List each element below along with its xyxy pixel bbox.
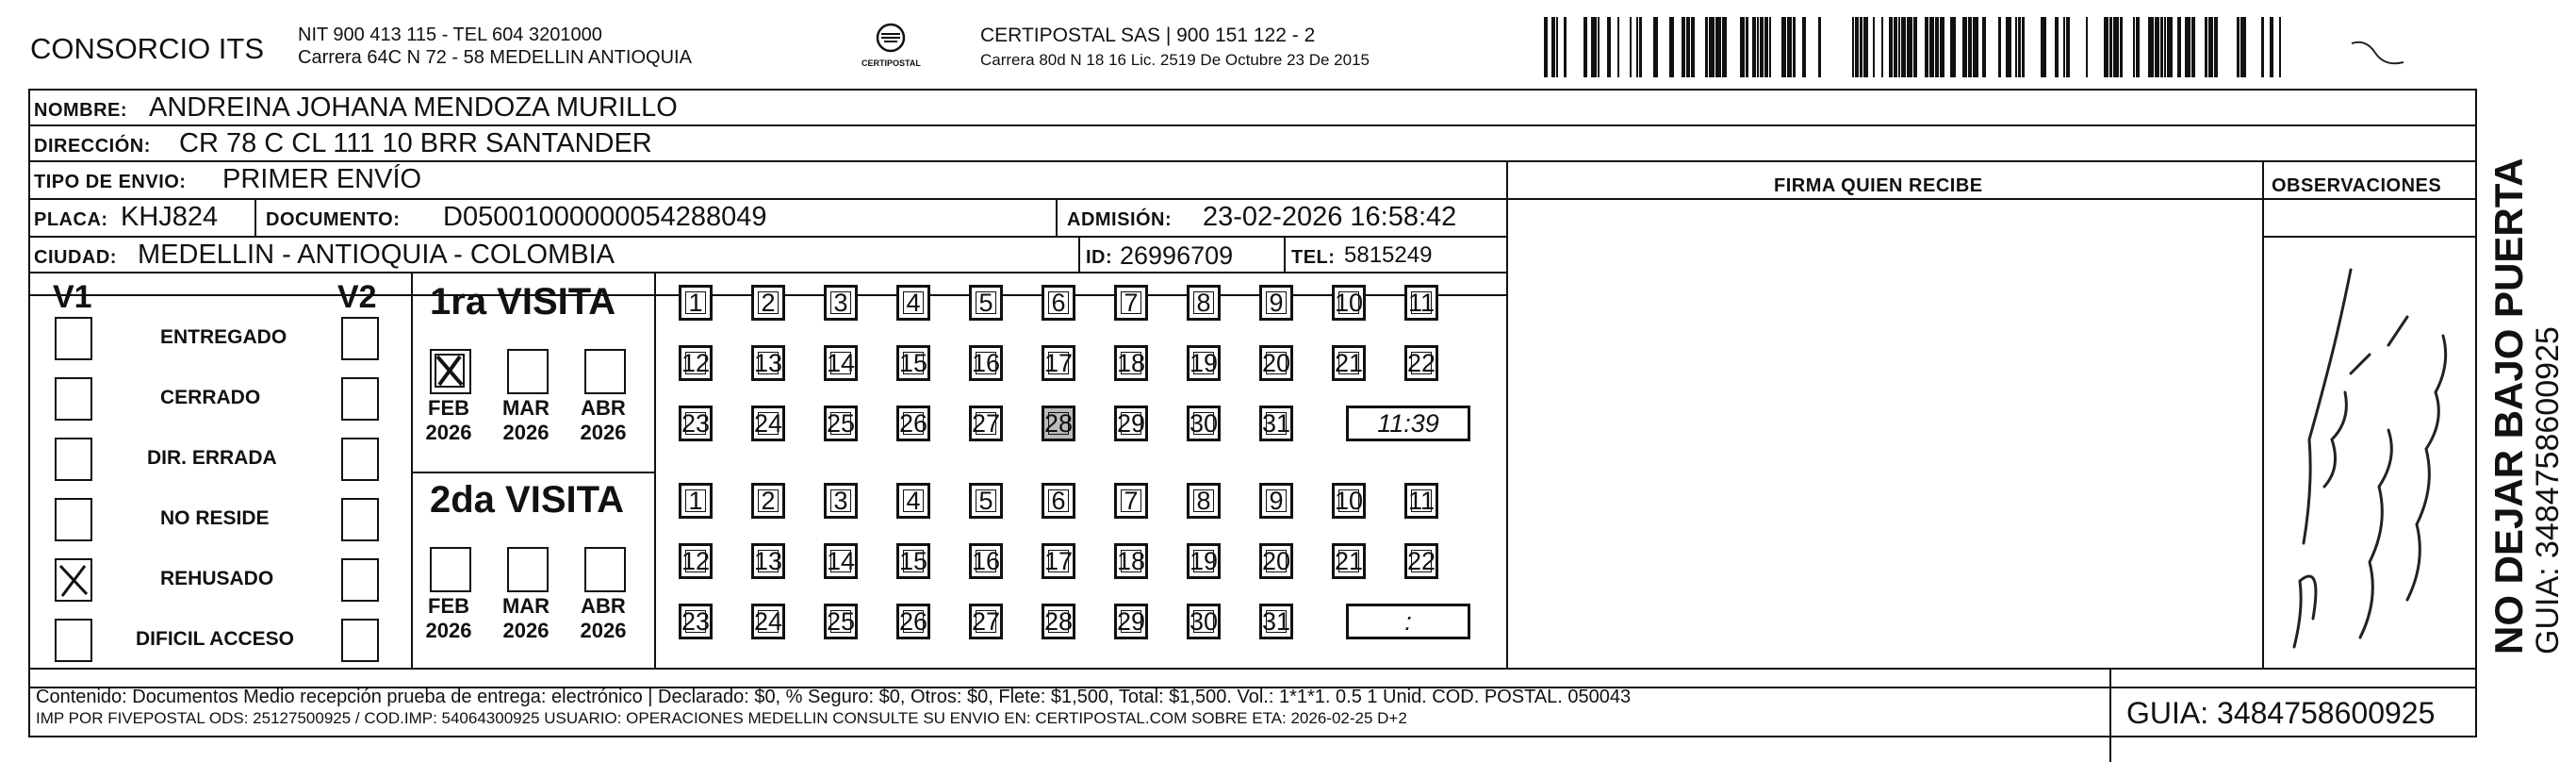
day-box[interactable] <box>751 345 785 381</box>
month-check-mark-icon <box>434 353 466 393</box>
day-number: 20 <box>1261 348 1291 377</box>
day-number: 14 <box>826 546 856 575</box>
status-option-label: REHUSADO <box>160 568 274 589</box>
day-box[interactable] <box>751 406 785 441</box>
day-box[interactable] <box>1332 285 1366 321</box>
status-option-label: ENTREGADO <box>160 326 287 348</box>
day-box[interactable] <box>824 406 858 441</box>
carrier-name: CERTIPOSTAL SAS | 900 151 122 - 2 <box>980 25 1316 46</box>
day-box[interactable] <box>1259 483 1293 519</box>
day-box[interactable] <box>1259 285 1293 321</box>
day-box[interactable] <box>1332 543 1366 579</box>
day-number: 9 <box>1269 486 1284 515</box>
day-number: 13 <box>753 348 783 377</box>
day-box[interactable] <box>1404 543 1438 579</box>
day-box[interactable] <box>751 483 785 519</box>
day-number: 5 <box>978 486 993 515</box>
status-option-label: DIFICIL ACCESO <box>136 628 295 650</box>
day-box[interactable] <box>896 543 930 579</box>
day-box[interactable] <box>1114 604 1148 639</box>
documento-value: D05001000000054288049 <box>443 202 767 232</box>
day-box[interactable] <box>896 483 930 519</box>
visit-title: 2da VISITA <box>430 479 624 521</box>
day-box[interactable] <box>1114 406 1148 441</box>
day-box[interactable] <box>824 345 858 381</box>
day-number: 14 <box>826 348 856 377</box>
day-number: 3 <box>833 288 848 317</box>
day-number: 22 <box>1406 348 1436 377</box>
visit-time-box[interactable] <box>1346 406 1470 441</box>
day-number: 10 <box>1334 486 1364 515</box>
year-label: 2026 <box>425 619 472 642</box>
day-number: 24 <box>753 606 783 636</box>
day-box[interactable] <box>896 285 930 321</box>
month-label: ABR <box>581 594 626 618</box>
month-label: ABR <box>581 396 626 420</box>
day-number: 18 <box>1116 348 1146 377</box>
tipo-envio-label: TIPO DE ENVIO: <box>34 172 187 192</box>
v1-checkbox[interactable] <box>55 317 92 360</box>
day-box[interactable] <box>969 406 1003 441</box>
day-number: 19 <box>1189 348 1219 377</box>
year-label: 2026 <box>502 421 550 444</box>
day-box[interactable] <box>896 406 930 441</box>
day-box[interactable] <box>1187 345 1221 381</box>
day-box[interactable] <box>1042 543 1075 579</box>
day-number: 2 <box>761 288 776 317</box>
tel-label: TEL: <box>1291 247 1336 268</box>
v2-checkbox[interactable] <box>341 498 379 541</box>
day-number: 13 <box>753 546 783 575</box>
day-number: 29 <box>1116 408 1146 438</box>
day-number: 21 <box>1334 546 1364 575</box>
day-box[interactable] <box>1259 543 1293 579</box>
certipostal-logo <box>856 19 926 72</box>
day-number: 18 <box>1116 546 1146 575</box>
day-box[interactable] <box>1187 483 1221 519</box>
year-label: 2026 <box>502 619 550 642</box>
scribble-mark <box>2347 34 2422 76</box>
day-number: 8 <box>1196 486 1211 515</box>
side-panel <box>2479 91 2573 668</box>
year-label: 2026 <box>580 619 627 642</box>
day-box[interactable] <box>969 604 1003 639</box>
day-number: 12 <box>681 348 711 377</box>
company-nit: NIT 900 413 115 - TEL 604 3201000 <box>298 25 602 45</box>
day-box[interactable] <box>1042 483 1075 519</box>
day-number: 6 <box>1051 486 1066 515</box>
observation-line-1 <box>2266 204 2272 205</box>
day-box[interactable] <box>679 604 713 639</box>
day-box[interactable] <box>896 604 930 639</box>
ciudad-value: MEDELLIN - ANTIOQUIA - COLOMBIA <box>138 240 615 270</box>
barcode <box>1544 17 2298 81</box>
day-box[interactable] <box>1187 406 1221 441</box>
day-number: 16 <box>971 348 1001 377</box>
visit-time: : <box>1404 606 1412 636</box>
day-number: 25 <box>826 606 856 636</box>
month-checkbox[interactable] <box>430 547 471 592</box>
day-box[interactable] <box>1042 345 1075 381</box>
year-label: 2026 <box>425 421 472 444</box>
day-number: 17 <box>1043 348 1074 377</box>
day-number: 21 <box>1334 348 1364 377</box>
company-address: Carrera 64C N 72 - 58 MEDELLIN ANTIOQUIA <box>298 47 692 68</box>
v2-checkbox[interactable] <box>341 619 379 662</box>
footer-guia: GUIA: 3484758600925 <box>2126 696 2436 730</box>
day-number: 9 <box>1269 288 1284 317</box>
observation-line-3 <box>2266 207 2270 208</box>
v1-checkbox[interactable] <box>55 498 92 541</box>
day-box[interactable] <box>969 285 1003 321</box>
day-number: 30 <box>1189 606 1219 636</box>
placa-value: KHJ824 <box>121 202 219 232</box>
day-number: 30 <box>1189 408 1219 438</box>
day-box[interactable] <box>1259 604 1293 639</box>
day-box[interactable] <box>751 604 785 639</box>
v2-label: V2 <box>337 279 377 315</box>
day-box[interactable] <box>1404 345 1438 381</box>
v1-label: V1 <box>53 279 92 315</box>
day-box[interactable] <box>969 345 1003 381</box>
v1-checkbox[interactable] <box>55 438 92 481</box>
day-box[interactable] <box>679 406 713 441</box>
day-box[interactable] <box>824 604 858 639</box>
day-box[interactable] <box>1042 285 1075 321</box>
day-number: 7 <box>1124 288 1139 317</box>
day-number: 23 <box>681 606 711 636</box>
day-number: 12 <box>681 546 711 575</box>
footer-line-2: IMP POR FIVEPOSTAL ODS: 25127500925 / COD.IMP: 54064300925 USUARIO: OPERACIONES MEDELLIN CONSULTE SU ENVIO EN: CERTIPOSTAL.COM SOBRE ETA: 2026-02-25 D+2 <box>36 709 1407 727</box>
no-dejar-warning: NO DEJAR BAJO PUERTA <box>2486 157 2531 654</box>
day-box[interactable] <box>1259 406 1293 441</box>
day-box[interactable] <box>1114 483 1148 519</box>
observaciones-label: OBSERVACIONES <box>2272 175 2442 196</box>
day-box[interactable] <box>1259 345 1293 381</box>
day-number: 26 <box>898 408 928 438</box>
day-number: 31 <box>1261 408 1291 438</box>
admision-label: ADMISIÓN: <box>1067 209 1173 230</box>
day-box[interactable] <box>1114 345 1148 381</box>
visit-time-box[interactable] <box>1346 604 1470 639</box>
day-number: 4 <box>906 486 921 515</box>
day-box[interactable] <box>679 483 713 519</box>
day-number: 1 <box>688 486 703 515</box>
status-option-label: NO RESIDE <box>160 507 270 529</box>
observation-line-2 <box>2266 206 2269 207</box>
day-number: 26 <box>898 606 928 636</box>
tel-value: 5815249 <box>1344 242 1433 268</box>
day-number: 25 <box>826 408 856 438</box>
company-name: CONSORCIO ITS <box>30 32 265 65</box>
status-option-label: CERRADO <box>160 387 261 408</box>
day-box[interactable] <box>969 543 1003 579</box>
day-box[interactable] <box>1404 483 1438 519</box>
day-box[interactable] <box>824 285 858 321</box>
day-box[interactable] <box>824 543 858 579</box>
day-box[interactable] <box>679 285 713 321</box>
v2-checkbox[interactable] <box>341 317 379 360</box>
day-box[interactable] <box>751 543 785 579</box>
carrier-address: Carrera 80d N 18 16 Lic. 2519 De Octubre 23 De 2015 <box>980 51 1370 69</box>
day-box[interactable] <box>1187 285 1221 321</box>
month-label: FEB <box>428 396 469 420</box>
day-number: 1 <box>688 288 703 317</box>
day-box[interactable] <box>751 285 785 321</box>
day-number: 15 <box>898 348 928 377</box>
nombre-label: NOMBRE: <box>34 100 128 121</box>
id-label: ID: <box>1086 247 1113 268</box>
day-number: 20 <box>1261 546 1291 575</box>
day-box[interactable] <box>1404 285 1438 321</box>
day-number: 17 <box>1043 546 1074 575</box>
day-number: 10 <box>1334 288 1364 317</box>
day-number: 4 <box>906 288 921 317</box>
side-guia: GUIA: 3484758600925 <box>2530 326 2566 654</box>
v1-checkbox[interactable] <box>55 377 92 421</box>
day-box[interactable] <box>679 543 713 579</box>
day-number: 16 <box>971 546 1001 575</box>
day-number: 3 <box>833 486 848 515</box>
day-number: 5 <box>978 288 993 317</box>
v1-check-mark-icon <box>57 560 90 603</box>
placa-label: PLACA: <box>34 209 108 230</box>
day-number: 22 <box>1406 546 1436 575</box>
day-box[interactable] <box>1042 406 1075 441</box>
firma-label: FIRMA QUIEN RECIBE <box>1774 175 1983 196</box>
v2-checkbox[interactable] <box>341 438 379 481</box>
day-box[interactable] <box>1187 543 1221 579</box>
day-number: 23 <box>681 408 711 438</box>
admision-value: 23-02-2026 16:58:42 <box>1203 202 1457 232</box>
year-label: 2026 <box>580 421 627 444</box>
documento-label: DOCUMENTO: <box>266 209 401 230</box>
tipo-envio-value: PRIMER ENVÍO <box>222 164 422 194</box>
visit-time: 11:39 <box>1377 408 1439 438</box>
day-number: 28 <box>1043 408 1074 438</box>
day-box[interactable] <box>679 345 713 381</box>
day-number: 7 <box>1124 486 1139 515</box>
month-label: FEB <box>428 594 469 618</box>
day-box[interactable] <box>896 345 930 381</box>
day-number: 6 <box>1051 288 1066 317</box>
month-checkbox[interactable] <box>507 349 549 394</box>
day-number: 31 <box>1261 606 1291 636</box>
day-box[interactable] <box>1332 483 1366 519</box>
id-value: 26996709 <box>1120 241 1234 270</box>
day-number: 8 <box>1196 288 1211 317</box>
status-option-label: DIR. ERRADA <box>147 447 277 469</box>
day-number: 27 <box>971 408 1001 438</box>
day-number: 2 <box>761 486 776 515</box>
day-box[interactable] <box>1332 345 1366 381</box>
v2-checkbox[interactable] <box>341 377 379 421</box>
month-label: MAR <box>501 594 550 618</box>
handwritten-observation <box>2266 204 2475 666</box>
day-box[interactable] <box>1187 604 1221 639</box>
day-number: 15 <box>898 546 928 575</box>
visit-title: 1ra VISITA <box>430 281 616 323</box>
v1-checkbox[interactable] <box>55 619 92 662</box>
ciudad-label: CIUDAD: <box>34 247 117 268</box>
direccion-value: CR 78 C CL 111 10 BRR SANTANDER <box>179 128 652 158</box>
nombre-value: ANDREINA JOHANA MENDOZA MURILLO <box>149 92 678 123</box>
day-number: 28 <box>1043 606 1074 636</box>
day-number: 24 <box>753 408 783 438</box>
v2-checkbox[interactable] <box>341 558 379 602</box>
day-number: 11 <box>1407 486 1436 515</box>
footer-line-1: Contenido: Documentos Medio recepción prueba de entrega: electrónico | Declarado: $0, % Seguro: $0, Otros: $0, Flete: $1,500, Total: $1,500. Vol.: 1*1*1. 0.5 1 Unid. COD. POSTAL. 050043 <box>36 687 1632 707</box>
direccion-label: DIRECCIÓN: <box>34 136 151 157</box>
day-box[interactable] <box>1114 543 1148 579</box>
day-number: 27 <box>971 606 1001 636</box>
month-label: MAR <box>501 396 550 420</box>
day-number: 19 <box>1189 546 1219 575</box>
day-number: 11 <box>1407 288 1436 317</box>
month-checkbox[interactable] <box>507 547 549 592</box>
month-checkbox[interactable] <box>584 547 626 592</box>
day-box[interactable] <box>824 483 858 519</box>
day-box[interactable] <box>1042 604 1075 639</box>
logo-text: CERTIPOSTAL <box>861 58 921 68</box>
month-checkbox[interactable] <box>584 349 626 394</box>
day-box[interactable] <box>1114 285 1148 321</box>
day-number: 29 <box>1116 606 1146 636</box>
day-box[interactable] <box>969 483 1003 519</box>
